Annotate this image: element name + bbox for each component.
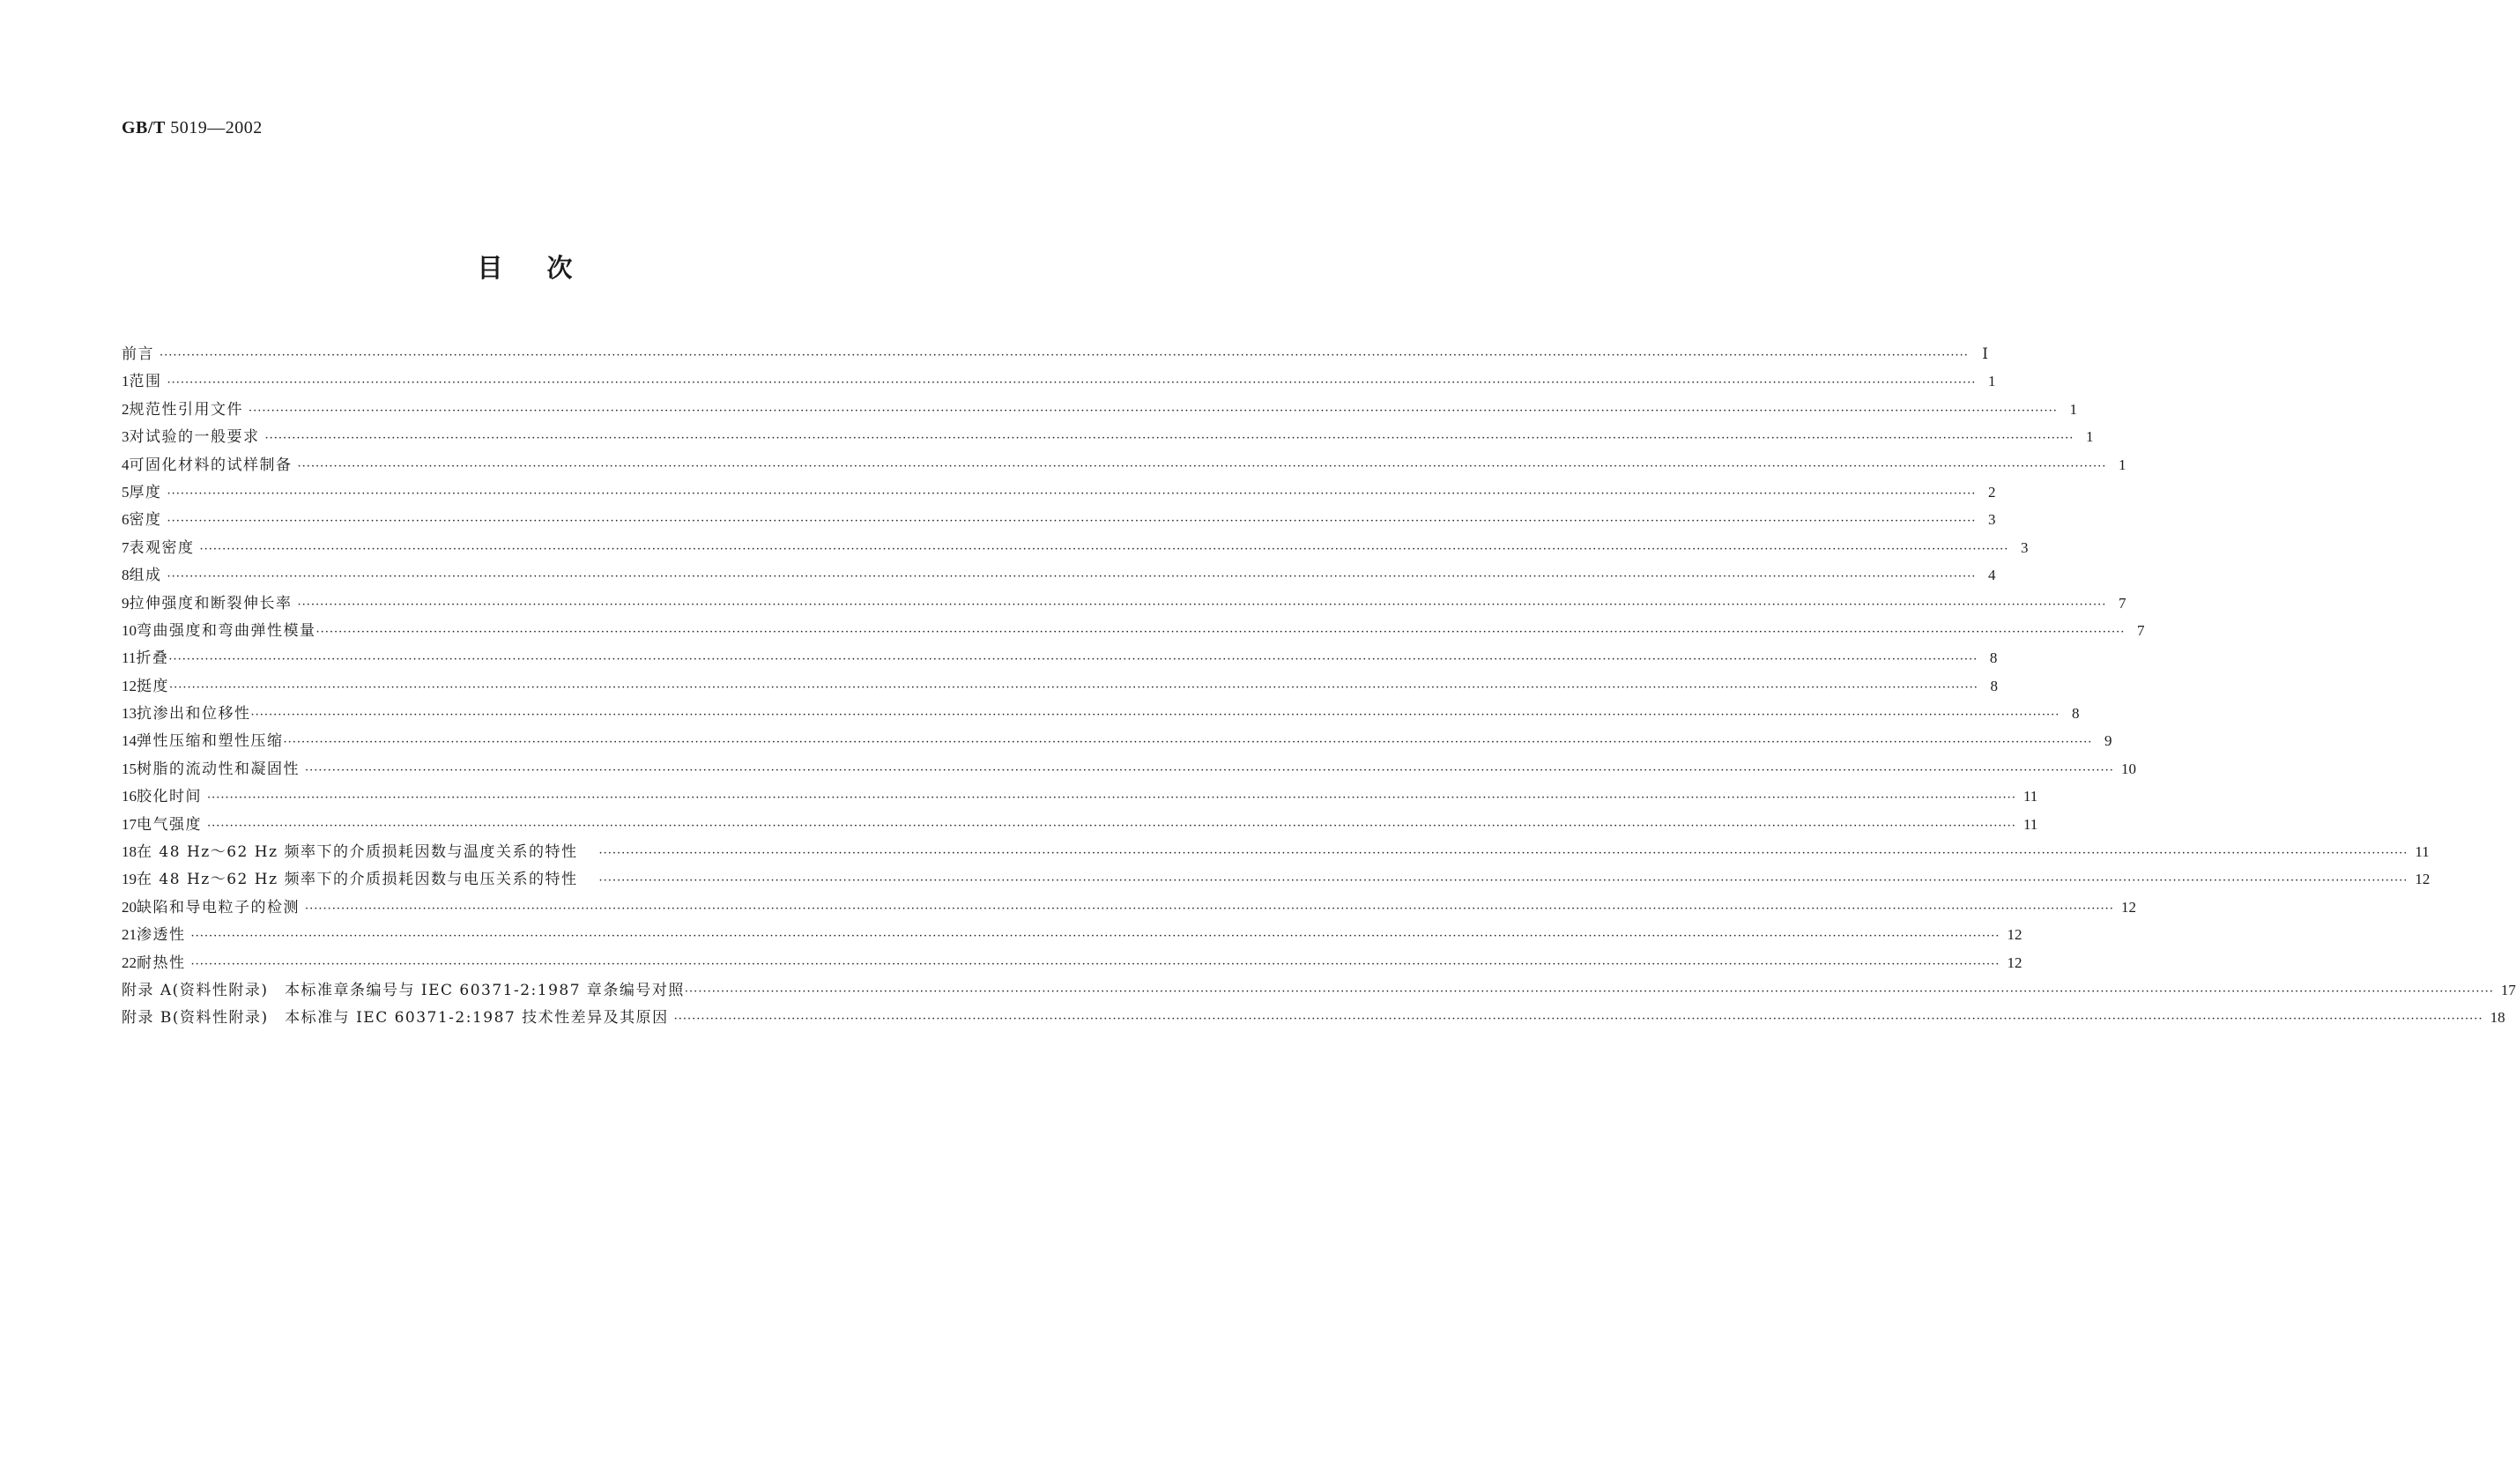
toc-leader: ················································································································································································································································································································································································································	[167, 515, 1977, 529]
toc-item-page: 1	[2069, 400, 2077, 418]
toc-item[interactable]	[122, 894, 2136, 922]
toc-item-text: 组成	[129, 567, 162, 585]
toc-item-text: 拉伸强度和断裂伸长率	[129, 594, 293, 612]
toc-item[interactable]	[122, 507, 1996, 534]
toc-leader: ················································································································································································································································································································································································································	[283, 736, 2093, 750]
toc-item-text: 厚度	[129, 483, 162, 501]
toc-leader: ················································································································································································································································································································································································································	[305, 763, 2114, 777]
toc-item-number: 5	[122, 483, 130, 501]
toc-item-page: 1	[2118, 456, 2126, 473]
toc-item-number: 3	[122, 428, 130, 446]
toc-leader: ················································································································································································································································································································································································································	[297, 597, 2107, 612]
toc-item[interactable]	[122, 618, 2145, 645]
toc-item-page: 17	[2500, 981, 2516, 998]
toc-item-text: 树脂的流动性和凝固性	[137, 760, 300, 778]
toc-item-text: 规范性引用文件	[129, 400, 243, 419]
toc-leader: ················································································································································································································································································································································································································	[305, 902, 2114, 916]
toc-item-number: 15	[122, 760, 137, 777]
toc-item[interactable]	[122, 424, 2094, 451]
toc-item-text: 胶化时间	[137, 788, 202, 806]
toc-leader: ················································································································································································································································································································································································································	[167, 376, 1977, 390]
toc-item-text: 在 48 Hz～62 Hz 频率下的介质损耗因数与温度关系的特性	[137, 843, 578, 862]
toc-leader: ················································································································································································································································································································································································································	[598, 874, 2408, 888]
toc-item[interactable]	[122, 397, 2077, 424]
toc-item[interactable]	[122, 701, 2080, 728]
toc-item-text: 附录 A(资料性附录) 本标准章条编号与 IEC 60371-2:1987 章条编号对照	[122, 981, 685, 999]
toc-item-annex-b[interactable]	[122, 1005, 2505, 1032]
toc-leader: ················································································································································································································································································································································································································	[167, 486, 1977, 501]
toc-item-page: 12	[2007, 926, 2022, 944]
toc-item-text: 范围	[129, 373, 162, 391]
page-title: 目次	[477, 253, 617, 283]
toc-item-number: 21	[122, 926, 137, 944]
toc-leader: ················································································································································································································································································································································································································	[190, 957, 2000, 971]
toc-item-page: 1	[1987, 373, 1996, 390]
toc-item-number: 13	[122, 705, 137, 723]
toc-item[interactable]	[122, 452, 2126, 479]
toc-item[interactable]	[122, 866, 2431, 894]
toc-item-page: 12	[2415, 871, 2431, 888]
toc-item-text: 耐热性	[137, 953, 186, 972]
toc-item-text: 前言	[122, 345, 154, 363]
toc-item[interactable]	[122, 535, 2029, 562]
toc-item-text: 折叠	[136, 649, 169, 668]
toc-item[interactable]	[122, 673, 1998, 701]
toc-item-number: 1	[122, 373, 130, 390]
toc-item-text: 可固化材料的试样制备	[129, 456, 293, 474]
toc-item-number: 19	[122, 871, 137, 888]
toc-item-number: 16	[122, 788, 137, 805]
toc-leader: ················································································································································································································································································································································································································	[207, 791, 2016, 805]
toc-leader: ················································································································································································································································································································································································································	[673, 1013, 2483, 1027]
toc-item-text: 挺度	[137, 677, 169, 695]
toc-item-page: 3	[2020, 538, 2029, 556]
toc-item-text: 弹性压缩和塑性压缩	[137, 732, 284, 751]
toc-item-page: 1	[2085, 428, 2094, 446]
toc-item-text: 电气强度	[137, 815, 202, 834]
toc-item-text: 缺陷和导电粒子的检测	[137, 898, 300, 916]
toc-leader: ················································································································································································································································································································································································································	[199, 542, 2009, 556]
toc-item-page: 18	[2490, 1009, 2505, 1027]
toc-item-number: 22	[122, 953, 137, 971]
toc-item-annex-a[interactable]	[122, 977, 2516, 1005]
toc-item-text: 对试验的一般要求	[129, 428, 260, 447]
toc-item[interactable]	[122, 783, 2038, 811]
toc-item-number: 2	[122, 400, 130, 418]
toc-item-page: 11	[2022, 788, 2038, 805]
toc-item-number: 12	[122, 677, 137, 694]
toc-item[interactable]	[122, 922, 2022, 949]
standard-code-number: 5019—2002	[170, 118, 263, 137]
toc-item-page: Ⅰ	[1982, 345, 1988, 362]
toc-leader: ················································································································································································································································································································································································································	[207, 819, 2016, 833]
toc-item-number: 14	[122, 732, 137, 750]
toc-item-page: 4	[1987, 567, 1996, 584]
toc-leader: ················································································································································································································································································································································································································	[297, 459, 2107, 473]
toc-item-page: 7	[2118, 594, 2126, 612]
toc-item-page: 8	[1990, 677, 1998, 694]
toc-leader: ················································································································································································································································································································································································································	[168, 653, 1978, 667]
toc-item-text: 抗渗出和位移性	[137, 705, 251, 723]
toc-leader: ················································································································································································································································································································································································································	[315, 625, 2126, 639]
toc-leader: ················································································································································································································································································································································································································	[169, 680, 1978, 694]
toc-item[interactable]	[122, 368, 1996, 396]
toc-item-page: 12	[2120, 898, 2136, 916]
toc-item-page: 11	[2022, 815, 2038, 833]
toc-leader: ················································································································································································································································································································································································································	[250, 709, 2060, 723]
toc-item[interactable]	[122, 812, 2038, 839]
toc-item-page: 11	[2415, 843, 2430, 861]
toc-item[interactable]	[122, 728, 2112, 755]
standard-code-prefix: GB/T	[122, 118, 166, 137]
toc-item-number: 20	[122, 898, 137, 916]
toc-item-number: 8	[122, 567, 130, 584]
toc-leader: ················································································································································································································································································································································································································	[249, 404, 2058, 418]
toc-leader: ················································································································································································································································································································································································································	[264, 432, 2074, 446]
toc-item-page: 3	[1987, 511, 1996, 529]
toc-item-page: 12	[2007, 953, 2022, 971]
standard-code	[122, 118, 263, 138]
toc-item-text: 附录 B(资料性附录) 本标准与 IEC 60371-2:1987 技术性差异及其原因	[122, 1009, 669, 1028]
toc-item-text: 密度	[129, 511, 162, 530]
toc-item-text: 渗透性	[137, 926, 186, 945]
toc-leader: ················································································································································································································································································································································································································	[684, 984, 2494, 998]
toc-item[interactable]	[122, 645, 1998, 672]
toc-leader: ················································································································································································································································································································································································································	[598, 847, 2408, 861]
toc-item-number: 17	[122, 815, 137, 833]
toc-list	[122, 341, 2516, 1033]
toc-item-number: 9	[122, 594, 130, 612]
toc-item-page: 10	[2120, 760, 2136, 777]
toc-item-preface[interactable]	[122, 341, 1988, 368]
toc-item[interactable]	[122, 479, 1996, 507]
toc-leader: ················································································································································································································································································································································································································	[167, 570, 1977, 584]
toc-item-page: 8	[2071, 705, 2080, 723]
toc-item-number: 10	[122, 621, 137, 639]
toc-item[interactable]	[122, 590, 2126, 618]
toc-item[interactable]	[122, 839, 2430, 866]
toc-item-page: 7	[2136, 621, 2145, 639]
toc-item-number: 6	[122, 511, 130, 529]
toc-item-number: 11	[122, 649, 137, 667]
toc-item-text: 在 48 Hz～62 Hz 频率下的介质损耗因数与电压关系的特性	[137, 871, 578, 889]
toc-leader: ················································································································································································································································································································································································································	[190, 930, 2000, 944]
toc-item[interactable]	[122, 950, 2022, 977]
toc-item-text: 弯曲强度和弯曲弹性模量	[137, 621, 316, 640]
toc-item-number: 18	[122, 843, 137, 861]
toc-item-text: 表观密度	[129, 538, 195, 557]
toc-item[interactable]	[122, 756, 2136, 783]
toc-leader: ················································································································································································································································································································································································································	[160, 349, 1969, 362]
toc-item-page: 9	[2104, 732, 2112, 750]
toc-item-page: 8	[1989, 649, 1998, 667]
toc-item-number: 4	[122, 456, 130, 473]
toc-item-number: 7	[122, 538, 130, 556]
toc-item-page: 2	[1987, 483, 1996, 501]
toc-item[interactable]	[122, 562, 1996, 590]
